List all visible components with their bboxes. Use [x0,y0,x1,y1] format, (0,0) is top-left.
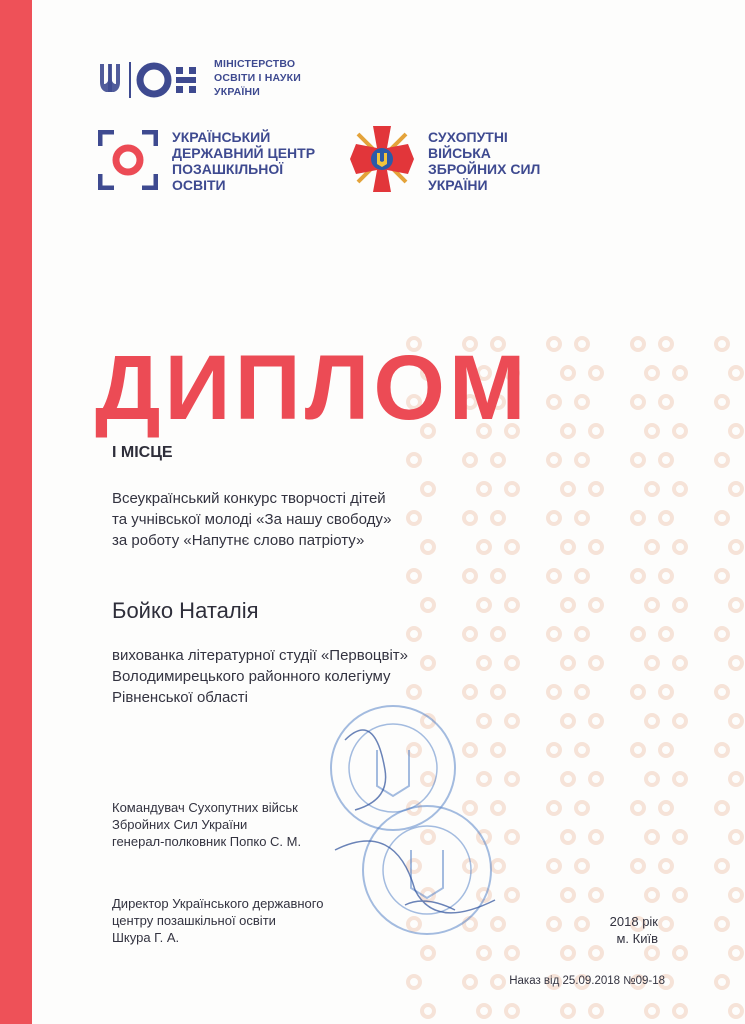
pattern-ring [646,483,658,495]
pattern-ring [716,802,728,814]
pattern-ring [562,425,574,437]
pattern-ring [730,541,742,553]
pattern-ring [478,657,490,669]
recipient-line: вихованка літературної студії «Первоцвіт» [112,647,409,664]
pattern-ring [730,715,742,727]
pattern-ring [660,338,672,350]
pattern-ring [548,628,560,640]
pattern-ring [632,860,644,872]
pattern-ring [464,628,476,640]
pattern-ring [590,599,602,611]
ministry-line: ОСВІТИ І НАУКИ [214,72,302,84]
pattern-ring [506,599,518,611]
pattern-ring [716,918,728,930]
pattern-ring [660,802,672,814]
pattern-ring [730,1005,742,1017]
pattern-ring [562,367,574,379]
signature-icon [335,730,495,913]
pattern-ring [464,512,476,524]
pattern-ring [716,570,728,582]
recipient-line: Рівненської області [112,689,248,706]
pattern-ring [506,657,518,669]
pattern-ring [632,802,644,814]
pattern-ring [716,976,728,988]
pattern-ring [716,628,728,640]
signatory-line: Директор Українського державного [112,896,324,911]
pattern-ring [464,454,476,466]
signatory-commander [112,799,301,850]
pattern-ring [674,773,686,785]
land-forces-name [428,129,540,193]
contest-line: та учнівської молоді «За нашу свободу» [112,511,392,528]
pattern-ring [548,686,560,698]
pattern-ring [506,1005,518,1017]
pattern-ring [660,628,672,640]
pattern-ring [660,454,672,466]
pattern-ring [646,367,658,379]
pattern-ring [576,686,588,698]
pattern-ring [632,512,644,524]
pattern-ring [716,744,728,756]
ministry-o-icon [140,66,168,94]
pattern-ring [576,744,588,756]
center-line: ПОЗАШКІЛЬНОЇ [172,161,284,177]
forces-line: СУХОПУТНІ [428,129,508,145]
pattern-ring [716,686,728,698]
pattern-ring [674,599,686,611]
pattern-ring [408,686,420,698]
pattern-ring [408,570,420,582]
pattern-ring [660,570,672,582]
stamp-icon [331,706,455,830]
pattern-ring [562,541,574,553]
date-place [560,913,658,947]
center-name [172,129,315,193]
pattern-ring [730,599,742,611]
trident-icon [100,64,120,92]
stamp-icon [363,806,491,934]
pattern-ring [590,715,602,727]
pattern-ring [660,686,672,698]
pattern-ring [646,773,658,785]
pattern-ring [478,483,490,495]
pattern-ring [562,657,574,669]
pattern-ring [576,628,588,640]
pattern-ring [576,802,588,814]
land-forces-cross-icon [348,124,416,194]
pattern-ring [660,396,672,408]
trident-ministry-logo [98,60,208,100]
pattern-ring [478,599,490,611]
forces-line: ЗБРОЙНИХ СИЛ [428,161,541,177]
pattern-ring [646,599,658,611]
contest-line: Всеукраїнський конкурс творчості дітей [112,490,386,507]
pattern-ring [492,628,504,640]
recipient-description [112,645,408,708]
pattern-ring [674,541,686,553]
pattern-ring [464,570,476,582]
pattern-ring [730,889,742,901]
pattern-ring [730,773,742,785]
pattern-ring [576,570,588,582]
recipient-line: Володимирецького районного колегіуму [112,668,391,685]
order-reference: Наказ від 25.09.2018 №09-18 [509,975,665,987]
pattern-ring [548,744,560,756]
official-stamps [315,700,515,960]
pattern-ring [422,657,434,669]
pattern-ring [548,802,560,814]
pattern-ring [576,860,588,872]
pattern-ring [730,367,742,379]
pattern-ring [478,541,490,553]
pattern-ring [660,860,672,872]
recipient-name: Бойко Наталія [112,598,259,623]
center-line: УКРАЇНСЬКИЙ [172,129,271,145]
pattern-ring [646,1005,658,1017]
pattern-ring [674,425,686,437]
pattern-ring [646,425,658,437]
ministry-line: МІНІСТЕРСТВО [214,58,296,70]
pattern-ring [660,744,672,756]
pattern-ring [562,599,574,611]
pattern-ring [632,686,644,698]
center-logo-icon [98,130,158,190]
pattern-ring [408,454,420,466]
pattern-ring [576,512,588,524]
signatory-line: Шкура Г. А. [112,930,180,945]
pattern-ring [562,483,574,495]
pattern-ring [562,773,574,785]
pattern-ring [590,425,602,437]
pattern-ring [590,483,602,495]
pattern-ring [730,831,742,843]
pattern-ring [548,338,560,350]
pattern-ring [576,396,588,408]
pattern-ring [646,657,658,669]
pattern-ring [716,860,728,872]
pattern-ring [492,686,504,698]
pattern-ring [646,715,658,727]
pattern-ring [646,541,658,553]
contest-line: за роботу «Напутнє слово патріоту» [112,532,365,549]
pattern-ring [660,512,672,524]
pattern-ring [590,773,602,785]
pattern-ring [548,860,560,872]
pattern-ring [674,657,686,669]
pattern-ring [632,338,644,350]
pattern-ring [590,889,602,901]
pattern-ring [506,541,518,553]
pattern-ring [590,657,602,669]
pattern-ring [548,570,560,582]
year-label: 2018 рік [609,914,658,929]
pattern-ring [590,947,602,959]
pattern-ring [478,1005,490,1017]
pattern-ring [562,831,574,843]
pattern-ring [576,454,588,466]
pattern-ring [422,483,434,495]
pattern-ring [548,512,560,524]
place-label: І МІСЦЕ [112,444,173,461]
pattern-ring [674,947,686,959]
pattern-ring [716,454,728,466]
pattern-ring [422,1005,434,1017]
signatory-line: центру позашкільної освіти [112,913,276,928]
pattern-ring [674,483,686,495]
pattern-ring [730,657,742,669]
ministry-line: УКРАЇНИ [214,86,261,98]
pattern-ring [590,1005,602,1017]
pattern-ring [716,512,728,524]
left-red-stripe [0,0,32,1024]
pattern-ring [716,396,728,408]
pattern-ring [548,396,560,408]
signatory-director [112,895,323,946]
pattern-ring [408,628,420,640]
pattern-ring [674,715,686,727]
pattern-ring [422,541,434,553]
center-line: ДЕРЖАВНИЙ ЦЕНТР [172,145,316,161]
forces-line: УКРАЇНИ [428,177,488,193]
pattern-ring [506,483,518,495]
pattern-ring [590,831,602,843]
pattern-ring [408,976,420,988]
pattern-ring [492,454,504,466]
pattern-ring [674,831,686,843]
pattern-ring [590,367,602,379]
signatory-line: Збройних Сил України [112,817,248,832]
pattern-ring [646,947,658,959]
center-line: ОСВІТИ [172,177,226,193]
pattern-ring [464,686,476,698]
pattern-ring [660,918,672,930]
contest-description [112,488,391,551]
pattern-ring [674,367,686,379]
signatory-line: генерал-полковник Попко С. М. [112,834,302,849]
pattern-ring [632,454,644,466]
city-label: м. Київ [616,931,658,946]
ministry-name [214,57,301,99]
pattern-ring [646,831,658,843]
pattern-ring [548,454,560,466]
pattern-ring [562,947,574,959]
forces-line: ВІЙСЬКА [428,145,491,161]
pattern-ring [422,599,434,611]
diploma-title: ДИПЛОМ [95,337,530,439]
pattern-ring [562,889,574,901]
pattern-ring [632,744,644,756]
pattern-ring [408,512,420,524]
pattern-ring [716,338,728,350]
pattern-ring [674,1005,686,1017]
pattern-ring [492,512,504,524]
pattern-ring [576,338,588,350]
pattern-ring [590,541,602,553]
pattern-ring [632,570,644,582]
pattern-ring [674,889,686,901]
pattern-ring [492,570,504,582]
signatory-line: Командувач Сухопутних військ [112,800,298,815]
pattern-ring [730,947,742,959]
pattern-ring [548,918,560,930]
pattern-ring [562,715,574,727]
pattern-ring [632,628,644,640]
pattern-ring [632,396,644,408]
pattern-ring [730,483,742,495]
pattern-ring [730,425,742,437]
pattern-ring [646,889,658,901]
pattern-ring [562,1005,574,1017]
